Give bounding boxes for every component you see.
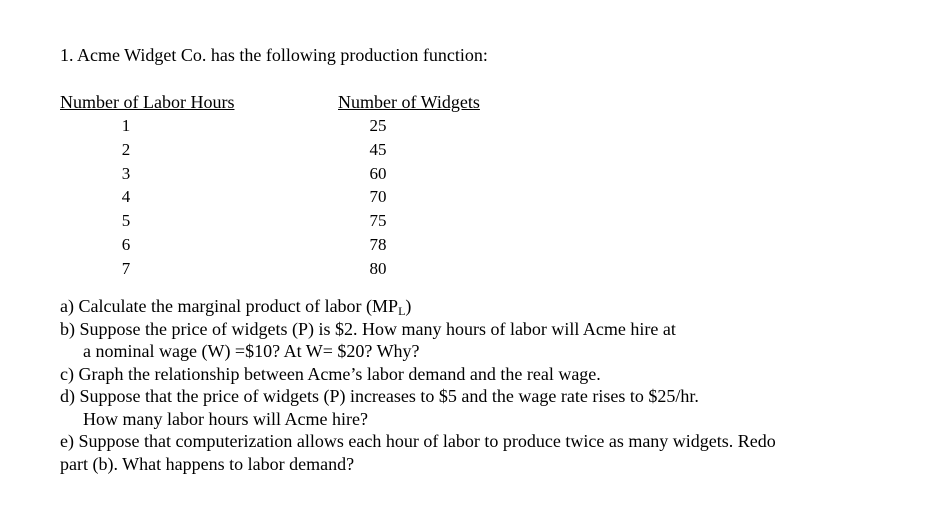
question-c <box>60 363 920 386</box>
table-cell: 1 <box>121 116 131 135</box>
question-d-line1: d) Suppose that the price of widgets (P) increases to $5 and the wage rate rises to $25/hr. <box>60 386 699 406</box>
table-cell: 60 <box>369 163 387 183</box>
table-cell: 6 <box>121 234 131 254</box>
question-a-subscript: L <box>398 304 406 318</box>
problem-title: 1. Acme Widget Co. has the following production function: <box>60 45 488 65</box>
question-a-tail: ) <box>405 296 412 316</box>
table-cell: 78 <box>369 234 387 254</box>
table-cell: 5 <box>121 211 131 231</box>
question-c-line1: c) Graph the relationship between Acme’s labor demand and the real wage. <box>60 363 601 384</box>
table-cell: 75 <box>369 211 387 231</box>
question-list <box>60 295 920 475</box>
question-d-line2: How many labor hours will Acme hire? <box>83 408 368 429</box>
question-b <box>60 318 920 363</box>
table-cell: 3 <box>121 163 131 183</box>
table-cell: 80 <box>369 258 387 278</box>
question-d <box>60 385 920 430</box>
table-cell: 4 <box>121 187 131 207</box>
header-labor-hours: Number of Labor Hours <box>60 92 235 112</box>
header-number-of-widgets: Number of Widgets <box>338 92 480 112</box>
table-cell: 25 <box>369 116 387 135</box>
question-e <box>60 430 920 475</box>
widgets-column <box>358 114 398 281</box>
question-e-line1: e) Suppose that computerization allows each hour of labor to produce twice as many widgets. Redo <box>60 431 776 451</box>
question-a <box>60 295 920 318</box>
table-cell: 70 <box>369 187 387 207</box>
table-cell: 7 <box>121 258 131 278</box>
table-cell: 45 <box>369 139 387 159</box>
question-e-line2: part (b). What happens to labor demand? <box>60 453 355 474</box>
table-cell: 2 <box>121 139 131 159</box>
labor-hours-column <box>106 114 146 281</box>
question-a-text: a) Calculate the marginal product of labor (MP <box>60 296 399 316</box>
question-b-line1: b) Suppose the price of widgets (P) is $2. How many hours of labor will Acme hire at <box>60 318 676 339</box>
question-b-line2: a nominal wage (W) =$10? At W= $20? Why? <box>83 341 420 361</box>
